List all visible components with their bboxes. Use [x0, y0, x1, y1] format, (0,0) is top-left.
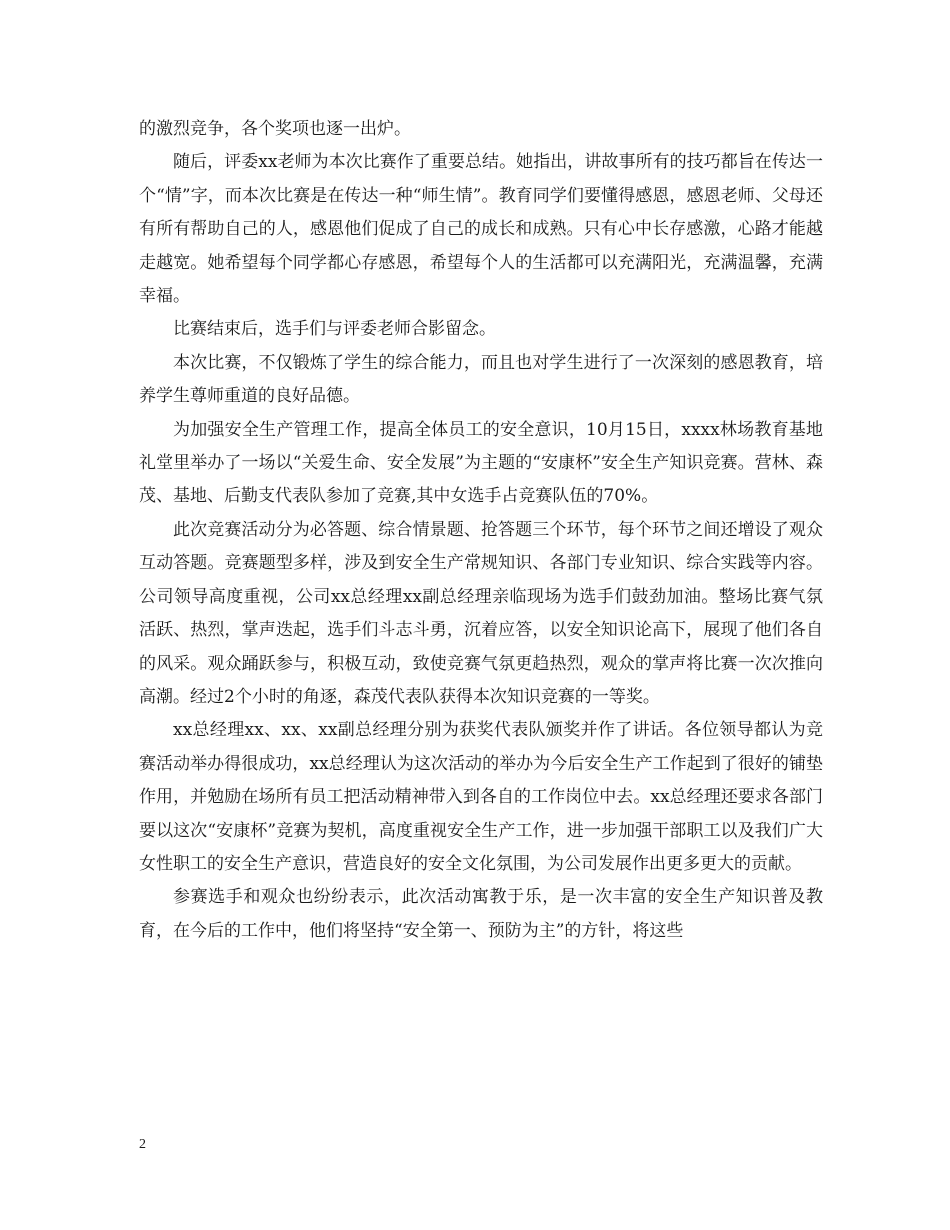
paragraph-participants-feedback: 参赛选手和观众也纷纷表示，此次活动寓教于乐，是一次丰富的安全生产知识普及教育，在今后的工作中，他们将坚持“安全第一、预防为主”的方针，将这些 — [139, 887, 823, 941]
page-number: 2 — [139, 1137, 146, 1152]
document-body — [139, 113, 823, 948]
paragraph-leaders-speech: xx总经理xx、xx、xx副总经理分别为获奖代表队颁奖并作了讲话。各位领导都认为竞赛活动举办得很成功，xx总经理认为这次活动的举办为今后安全生产工作起到了很好的铺垫作用，并勉励在场所有员工把活动精神带入到各自的工作岗位中去。xx总经理还要求各部门要以这次“安康杯”竞赛为契机，高度重视安全生产工作，进一步加强干部职工以及我们广大女性职工的安全生产意识，营造良好的安全文化氛围，为公司发展作出更多更大的贡献。 — [139, 720, 823, 874]
paragraph-competition-outcome: 本次比赛，不仅锻炼了学生的综合能力，而且也对学生进行了一次深刻的感恩教育，培养学生尊师重道的良好品德。 — [139, 352, 823, 407]
paragraph-continued: 的激烈竞争，各个奖项也逐一出炉。 — [139, 119, 411, 139]
paragraph-group-photo: 比赛结束后，选手们与评委老师合影留念。 — [173, 319, 496, 340]
paragraph-contest-format: 此次竞赛活动分为必答题、综合情景题、抢答题三个环节，每个环节之间还增设了观众互动答题。竞赛题型多样，涉及到安全生产常规知识、各部门专业知识、综合实践等内容。公司领导高度重视，公司xx总经理xx副总经理亲临现场为选手们鼓劲加油。整场比赛气氛活跃、热烈，掌声迭起，选手们斗志斗勇，沉着应答，以安全知识论高下，展现了他们各自的风采。观众踊跃参与，积极互动，致使竞赛气氛更趋热烈，观众的掌声将比赛一次次推向高潮。经过2个小时的角逐，森茂代表队获得本次知识竞赛的一等奖。 — [139, 519, 823, 707]
paragraph-judge-summary: 随后，评委xx老师为本次比赛作了重要总结。她指出，讲故事所有的技巧都旨在传达一个“情”字，而本次比赛是在传达一种“师生情”。教育同学们要懂得感恩，感恩老师、父母还有所有帮助自己的人，感恩他们促成了自己的成长和成熟。只有心中长存感激，心路才能越走越宽。她希望每个同学都心存感恩，希望每个人的生活都可以充满阳光，充满温馨，充满幸福。 — [139, 152, 823, 307]
paragraph-safety-contest-intro: 为加强安全生产管理工作，提高全体员工的安全意识，10月15日，xxxx林场教育基地礼堂里举办了一场以“关爱生命、安全发展”为主题的“安康杯”安全生产知识竞赛。营林、森茂、基地、后勤支代表队参加了竞赛,其中女选手占竞赛队伍的70%。 — [139, 419, 823, 507]
